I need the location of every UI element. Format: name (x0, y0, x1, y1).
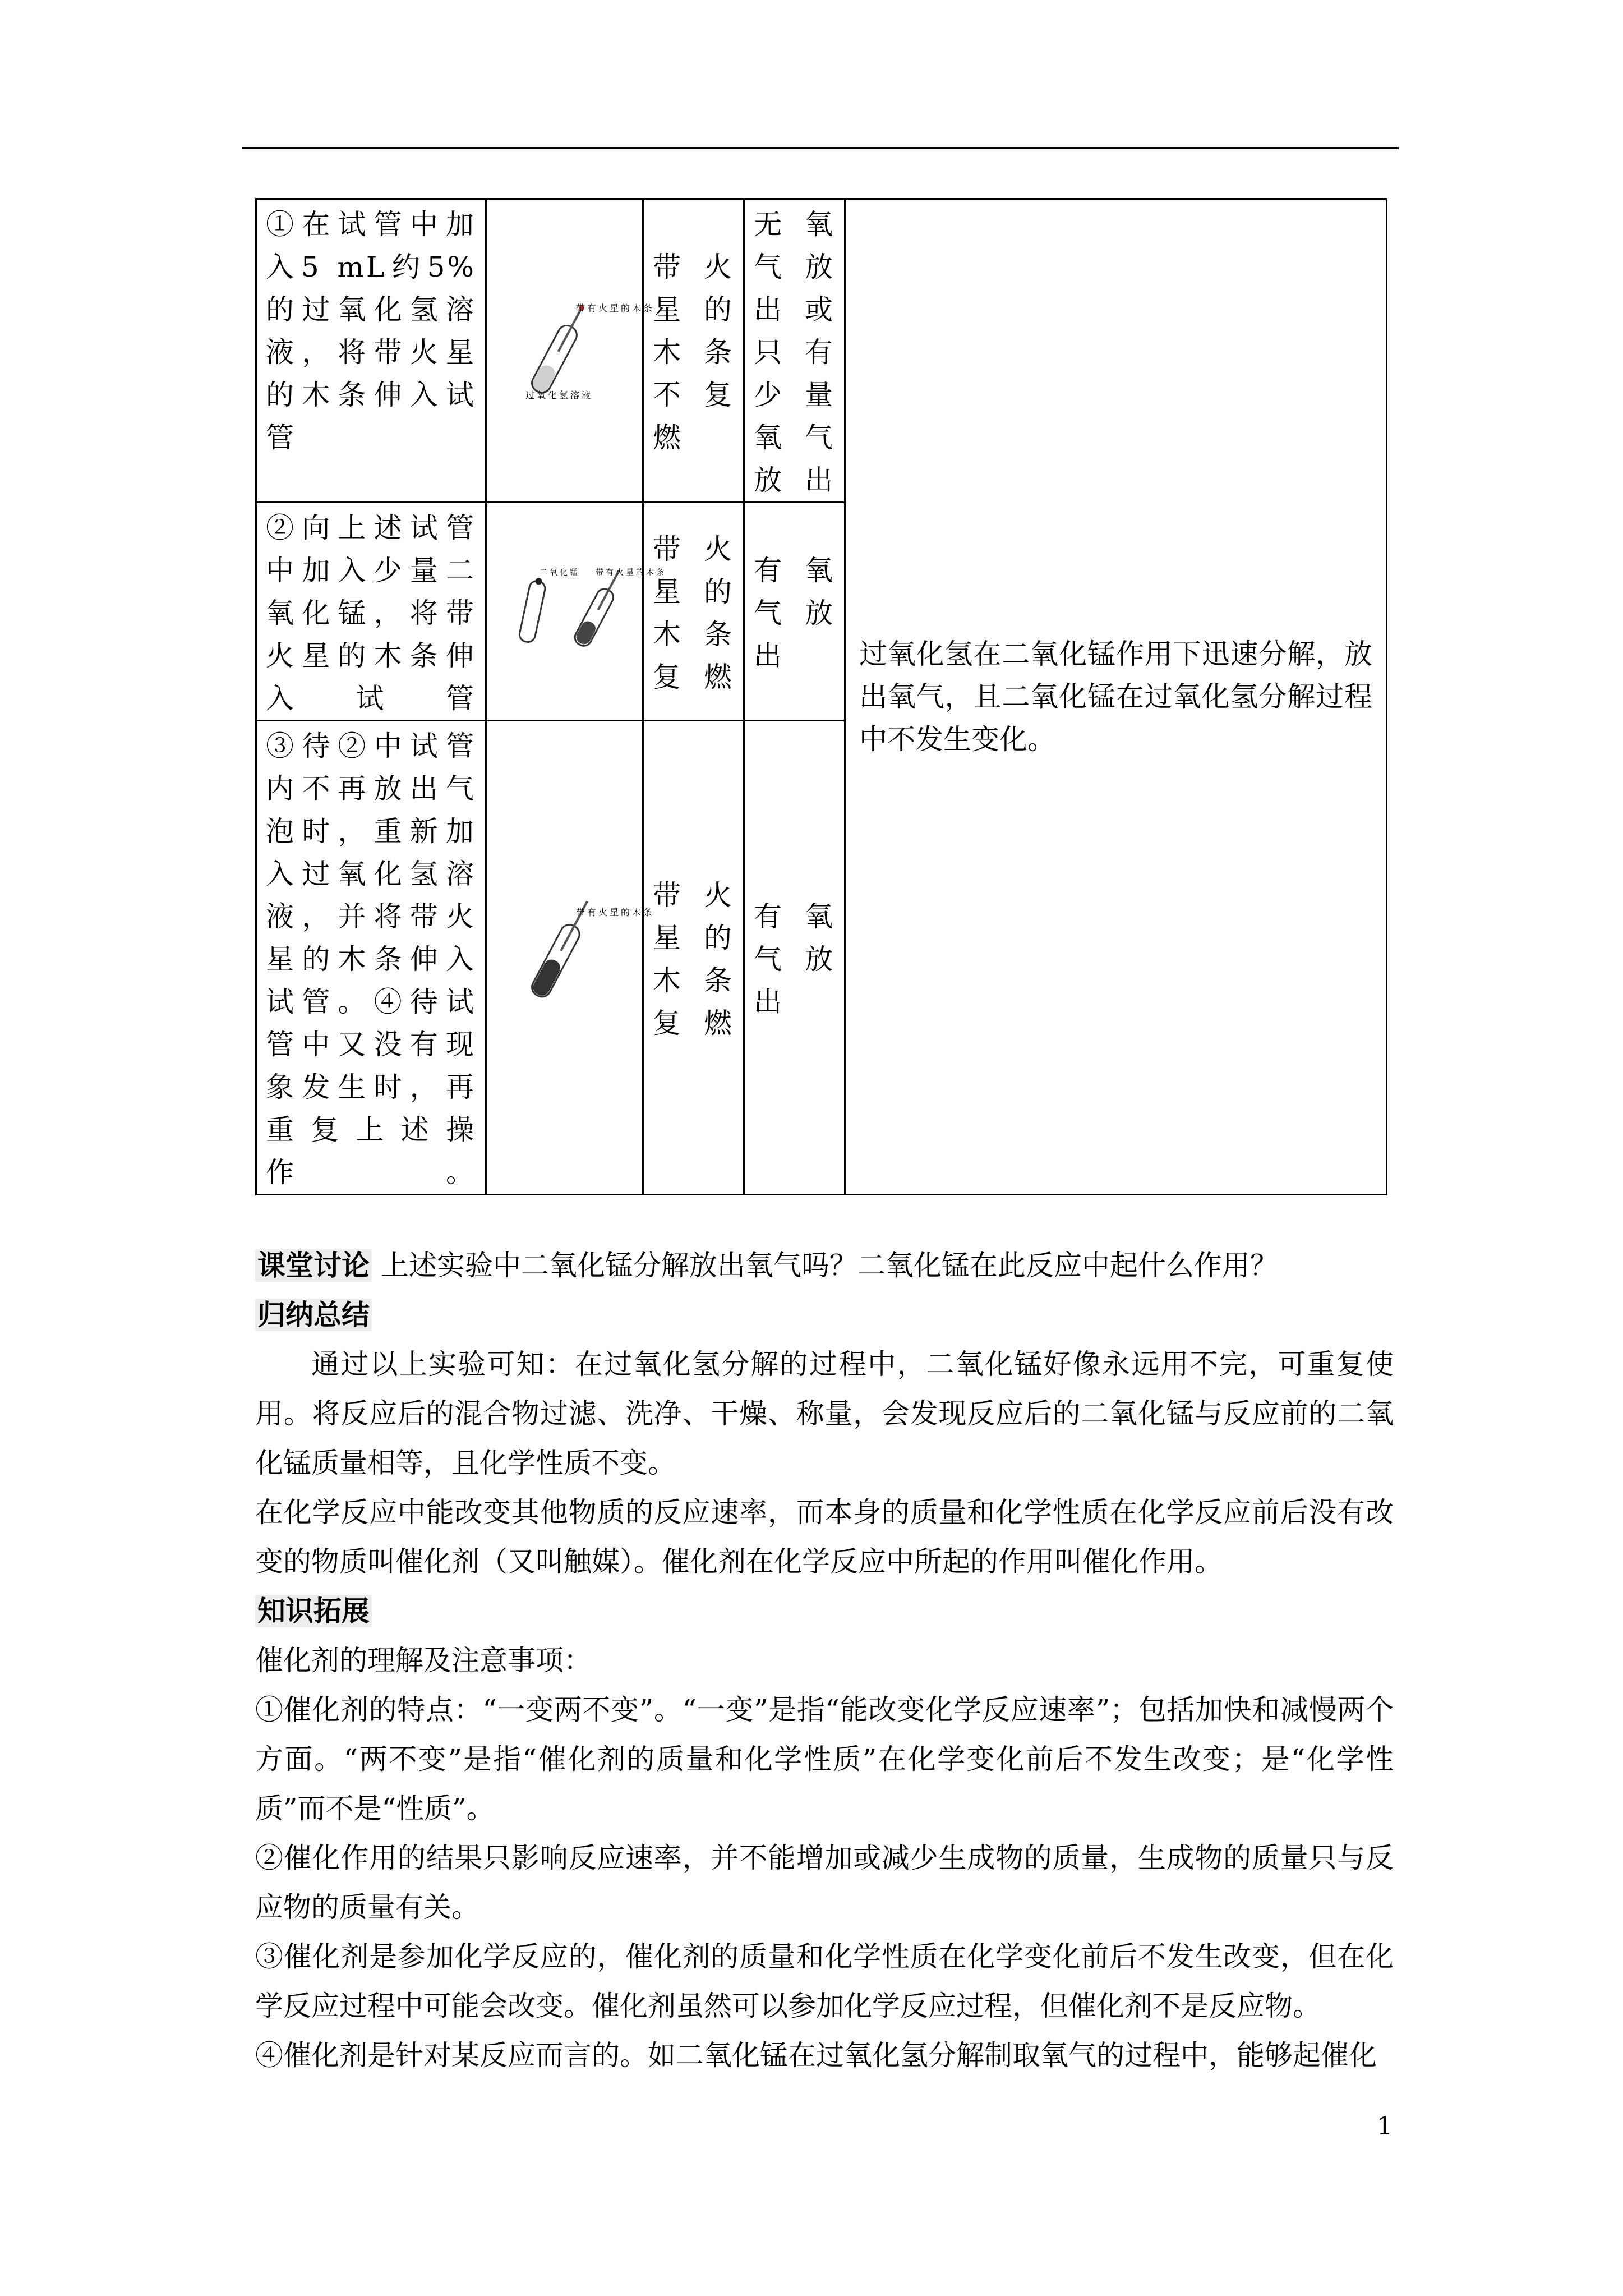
figure-label: 过氧化氢溶液 (525, 389, 593, 401)
page-number: 1 (1377, 2112, 1393, 2141)
discussion-text: 上述实验中二氧化锰分解放出氧气吗？二氧化锰在此反应中起什么作用？ (380, 1249, 1278, 1282)
extension-item-4: ④催化剂是针对某反应而言的。如二氧化锰在过氧化氢分解制取氧气的过程中，能够起催化 (255, 2039, 1377, 2072)
step-cell: ②向上述试管中加入少量二氧化锰，将带火星的木条伸入试管 (256, 503, 486, 721)
table-row (256, 199, 1387, 503)
figure-label: 带有火星的木条 (575, 302, 654, 314)
step-cell: ①在试管中加入5 mL约5%的过氧化氢溶液，将带火星的木条伸入试管 (256, 199, 486, 503)
figure-label: 带有火星的木条 (575, 907, 654, 918)
result-cell: 有氧气放出 (744, 721, 845, 1195)
discussion-line (255, 1241, 1394, 1290)
extension-heading: 知识拓展 (255, 1595, 372, 1627)
experiment-table (255, 198, 1387, 1195)
phenomenon-cell: 带火星的木条不复燃 (643, 199, 744, 503)
extension-intro: 催化剂的理解及注意事项： (255, 1644, 592, 1677)
extension-item-2: ②催化作用的结果只影响反应速率，并不能增加或减少生成物的质量，生成物的质量只与反应物的质量有关。 (255, 1842, 1394, 1924)
summary-heading-line (255, 1290, 1394, 1340)
result-cell: 无氧气放出或只有少量氧气放出 (744, 199, 845, 503)
summary-paragraph-2: 在化学反应中能改变其他物质的反应速率，而本身的质量和化学性质在化学反应前后没有改变的物质叫催化剂（又叫触媒）。催化剂在化学反应中所起的作用叫催化作用。 (255, 1496, 1394, 1578)
step-cell: ③待②中试管内不再放出气泡时，重新加入过氧化氢溶液，并将带火星的木条伸入试管。④待试管中又没有现象发生时，再重复上述操作。 (256, 721, 486, 1195)
summary-paragraph-1: 通过以上实验可知：在过氧化氢分解的过程中，二氧化锰好像永远用不完，可重复使用。将反应后的混合物过滤、洗净、干燥、称量，会发现反应后的二氧化锰与反应前的二氧化锰质量相等，且化学性质不变。 (255, 1348, 1394, 1479)
test-tube-figure (486, 721, 654, 1195)
phenomenon-cell: 带火星的木条复燃 (643, 503, 744, 721)
summary-heading: 归纳总结 (255, 1299, 372, 1331)
extension-heading-line (255, 1586, 1394, 1636)
discussion-heading: 课堂讨论 (255, 1249, 372, 1282)
phenomenon-cell: 带火星的木条复燃 (643, 721, 744, 1195)
test-tube-figure (486, 503, 666, 721)
extension-item-1: ①催化剂的特点：“一变两不变”。“一变”是指“能改变化学反应速率”；包括加快和减慢两个方面。“两不变”是指“催化剂的质量和化学性质”在化学变化前后不发生改变；是“化学性质”而不是“性质”。 (255, 1694, 1394, 1825)
figure-label: 带有火星的木条 (595, 568, 666, 577)
test-tube-figure (486, 199, 654, 503)
extension-item-3: ③催化剂是参加化学反应的，催化剂的质量和化学性质在化学变化前后不发生改变，但在化学反应过程中可能会改变。催化剂虽然可以参加化学反应过程，但催化剂不是反应物。 (255, 1940, 1394, 2022)
conclusion-cell: 过氧化氢在二氧化锰作用下迅速分解，放出氧气，且二氧化锰在过氧化氢分解过程中不发生变化。 (845, 199, 1387, 1195)
figure-label: 二氧化锰 (539, 568, 580, 577)
header-rule (242, 147, 1399, 149)
result-cell: 有氧气放出 (744, 503, 845, 721)
